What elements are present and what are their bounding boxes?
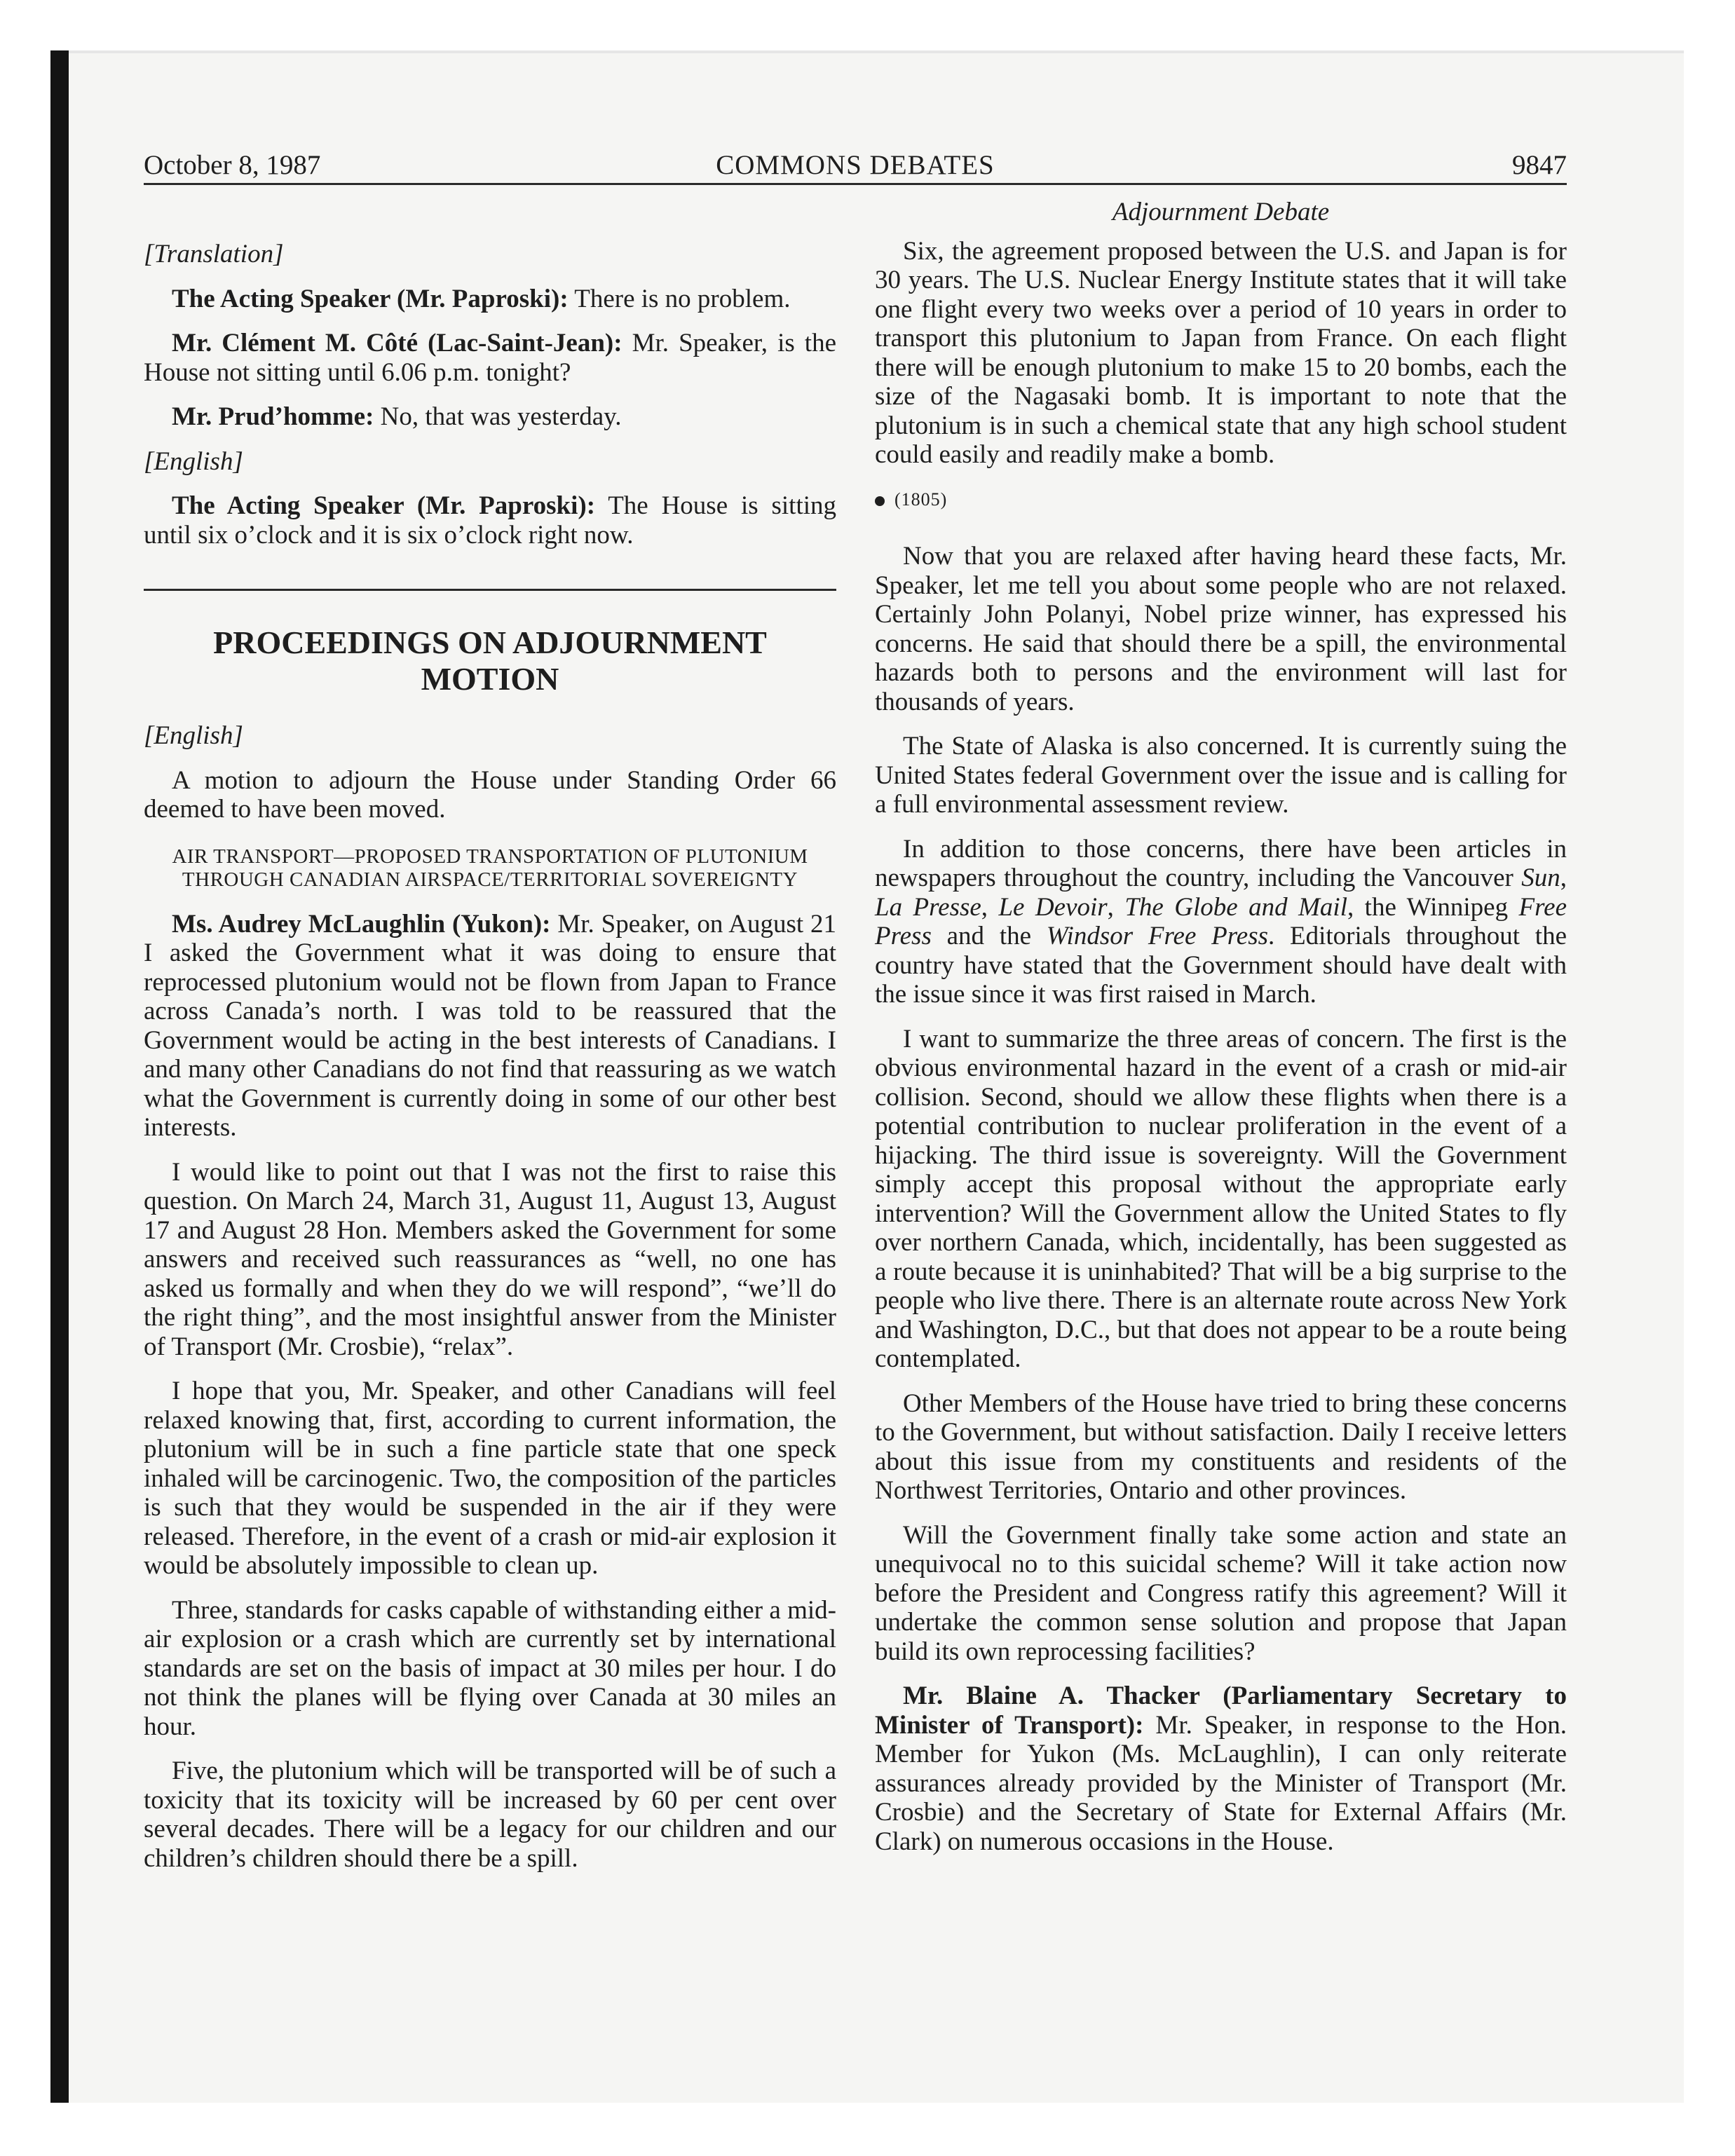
timestamp (875, 485, 1567, 514)
speaker-name: The Acting Speaker (Mr. Paproski): (172, 284, 569, 313)
lang-marker-english: [English] (144, 721, 243, 750)
newspaper-name: Sun (1521, 864, 1560, 892)
lang-marker-translation: [Translation] (144, 240, 284, 268)
speech-text: No, that was yesterday. (374, 402, 622, 431)
running-head: Adjournment Debate (1112, 198, 1330, 226)
header-title: COMMONS DEBATES (716, 150, 995, 180)
page-header (144, 144, 1567, 185)
speaker-name: Ms. Audrey McLaughlin (Yukon): (172, 909, 551, 939)
paragraph-cote (144, 329, 836, 387)
speaker-name: Mr. Prud’homme: (172, 402, 374, 431)
paragraph: I want to summarize the three areas of concern. The first is the obvious environmental hazard in the event of a crash or mid-air collision. Second, should we allow these flights when there is a potential contribution to nuclear proliferation in the event of a hijacking. The third issue is sovereignty. Will the Government simply accept this proposal without the appropriate early intervention? Will the Government allow the United States to fly over northern Canada, which, incidentally, has been suggested as a route because it is uninhabited? That will be a big surprise to the people who live there. There is an alternate route across New York and Washington, D.C., but that does not appear to be a route being contemplated. (875, 1024, 1567, 1373)
bullet-icon (875, 496, 885, 506)
newspaper-name: The Globe and Mail (1124, 892, 1347, 922)
newspaper-name: Windsor Free Press (1046, 922, 1268, 950)
paragraph-thacker (875, 1681, 1567, 1856)
paragraph-newspapers (875, 835, 1567, 1009)
paragraph-mclaughlin (144, 910, 836, 1142)
subject-line: AIR TRANSPORT—PROPOSED TRANSPORTATION OF PLUTONIUM (172, 845, 808, 868)
text-run: In addition to those concerns, there have been articles in newspapers throughout the country, including the Vancouver (875, 834, 1567, 892)
text-run: and the (931, 922, 1047, 950)
left-column (144, 198, 836, 1888)
paragraph: I would like to point out that I was not the first to raise this question. On March 24, March 31, August 11, August 13, August 17 and August 28 Hon. Members asked the Government for some answers and received such reassurances as “well, no one has asked us formally and when they do we will respond”, “we’ll do the right thing”, and the most insightful answer from the Minister of Transport (Mr. Crosbie), “relax”. (144, 1157, 836, 1361)
speech-text: Mr. Speaker, on August 21 I asked the Government what it was doing to ensure that reprocessed plutonium would not be flown from Japan to France across Canada’s north. I was told to be reassured that the Government would be acting in the best interests of Canadians. I and many other Canadians do not find that reassuring as we watch what the Government is currently doing in some of our other best interests. (144, 909, 836, 1142)
paragraph-prudhomme (144, 402, 836, 432)
speech-text: Mr. Speaker, in response to the Hon. Member for Yukon (Ms. McLaughlin), I can only reiterate assurances already provided by the Minister of Transport (Mr. Crosbie) and the Secretary of State for External Affairs (Mr. Clark) on numerous occasions in the House. (875, 1710, 1567, 1856)
subject-line: THROUGH CANADIAN AIRSPACE/TERRITORIAL SOVEREIGNTY (182, 868, 798, 891)
header-date: October 8, 1987 (144, 150, 321, 180)
speech-text: There is no problem. (568, 284, 791, 313)
speaker-name: Mr. Clément M. Côté (Lac-Saint-Jean): (172, 329, 622, 357)
scan-edge-left (50, 50, 69, 2103)
paragraph: Six, the agreement proposed between the U.S. and Japan is for 30 years. The U.S. Nuclear Energy Institute states that it will take one flight every two weeks over a period of 10 years in order to transport this plutonium to Japan from France. On each flight there will be enough plutonium to make 15 to 20 bombs, each the size of the Nagasaki bomb. It is important to note that the plutonium is in such a chemical state that any high school student could easily and readily make a bomb. (875, 236, 1567, 469)
text-run: , (1560, 864, 1567, 892)
paragraph: Five, the plutonium which will be transported will be of such a toxicity that its toxicity will be increased by 60 per cent over several decades. There will be a legacy for our children and our children’s children should there be a spill. (144, 1756, 836, 1873)
paragraph: I hope that you, Mr. Speaker, and other Canadians will feel relaxed knowing that, first, according to current information, the plutonium will be in such a fine particle state that one speck inhaled will be carcinogenic. Two, the composition of the particles is such that they would be suspended in the air if they were released. Therefore, in the event of a crash or mid-air explosion it would be absolutely impossible to clean up. (144, 1377, 836, 1580)
speech-text: Mr. Speaker, is the House not sitting until 6.06 p.m. tonight? (144, 329, 836, 387)
text-run: , the Winnipeg (1347, 892, 1519, 922)
paragraph: Other Members of the House have tried to bring these concerns to the Government, but without satisfaction. Daily I receive letters about this issue from my constituents and residents of the Northwest Territories, Ontario and other provinces. (875, 1389, 1567, 1505)
section-title: PROCEEDINGS ON ADJOURNMENT MOTION (213, 625, 767, 697)
paragraph-motion: A motion to adjourn the House under Standing Order 66 deemed to have been moved. (144, 765, 836, 824)
newspaper-name: Free Press (875, 892, 1567, 950)
speaker-name: The Acting Speaker (Mr. Paproski): (172, 491, 596, 520)
lang-marker-english: [English] (144, 446, 243, 476)
timestamp-text: (1805) (894, 489, 948, 510)
header-page-number: 9847 (1512, 150, 1567, 180)
paragraph-acting-speaker-1 (144, 285, 836, 314)
paragraph: Now that you are relaxed after having heard these facts, Mr. Speaker, let me tell you about some people who are not relaxed. Certainly John Polanyi, Nobel prize winner, has expressed his concerns. He said that should there be a spill, the environmental hazards both to persons and the environment will last for thousands of years. (875, 542, 1567, 716)
newspaper-name: Le Devoir (998, 892, 1108, 922)
section-divider (144, 589, 836, 591)
paragraph: The State of Alaska is also concerned. It is currently suing the United States federal Government over the issue and is calling for a full environmental assessment review. (875, 732, 1567, 819)
paragraph-acting-speaker-2 (144, 491, 836, 550)
speech-text: The House is sitting until six o’clock and it is six o’clock right now. (144, 491, 836, 550)
text-run: , (981, 892, 999, 922)
newspaper-name: La Presse (875, 892, 981, 922)
right-column (875, 198, 1567, 1871)
text-run: . Editorials throughout the country have stated that the Government should have dealt with the issue since it was first raised in March. (875, 922, 1567, 1009)
speaker-name: Mr. Blaine A. Thacker (Parliamentary Secretary to Minister of Transport): (875, 1681, 1567, 1740)
subject-heading (144, 845, 836, 892)
paragraph: Will the Government finally take some action and state an unequivocal no to this suicidal scheme? Will it take action now before the President and Congress ratify this agreement? Will it undertake the common sense solution and propose that Japan build its own reprocessing facilities? (875, 1520, 1567, 1666)
text-run: , (1107, 892, 1125, 922)
paragraph: Three, standards for casks capable of withstanding either a mid-air explosion or a crash which are currently set by international standards are set on the basis of impact at 30 miles per hour. I do not think the planes will be flying over Canada at 30 miles an hour. (144, 1595, 836, 1741)
